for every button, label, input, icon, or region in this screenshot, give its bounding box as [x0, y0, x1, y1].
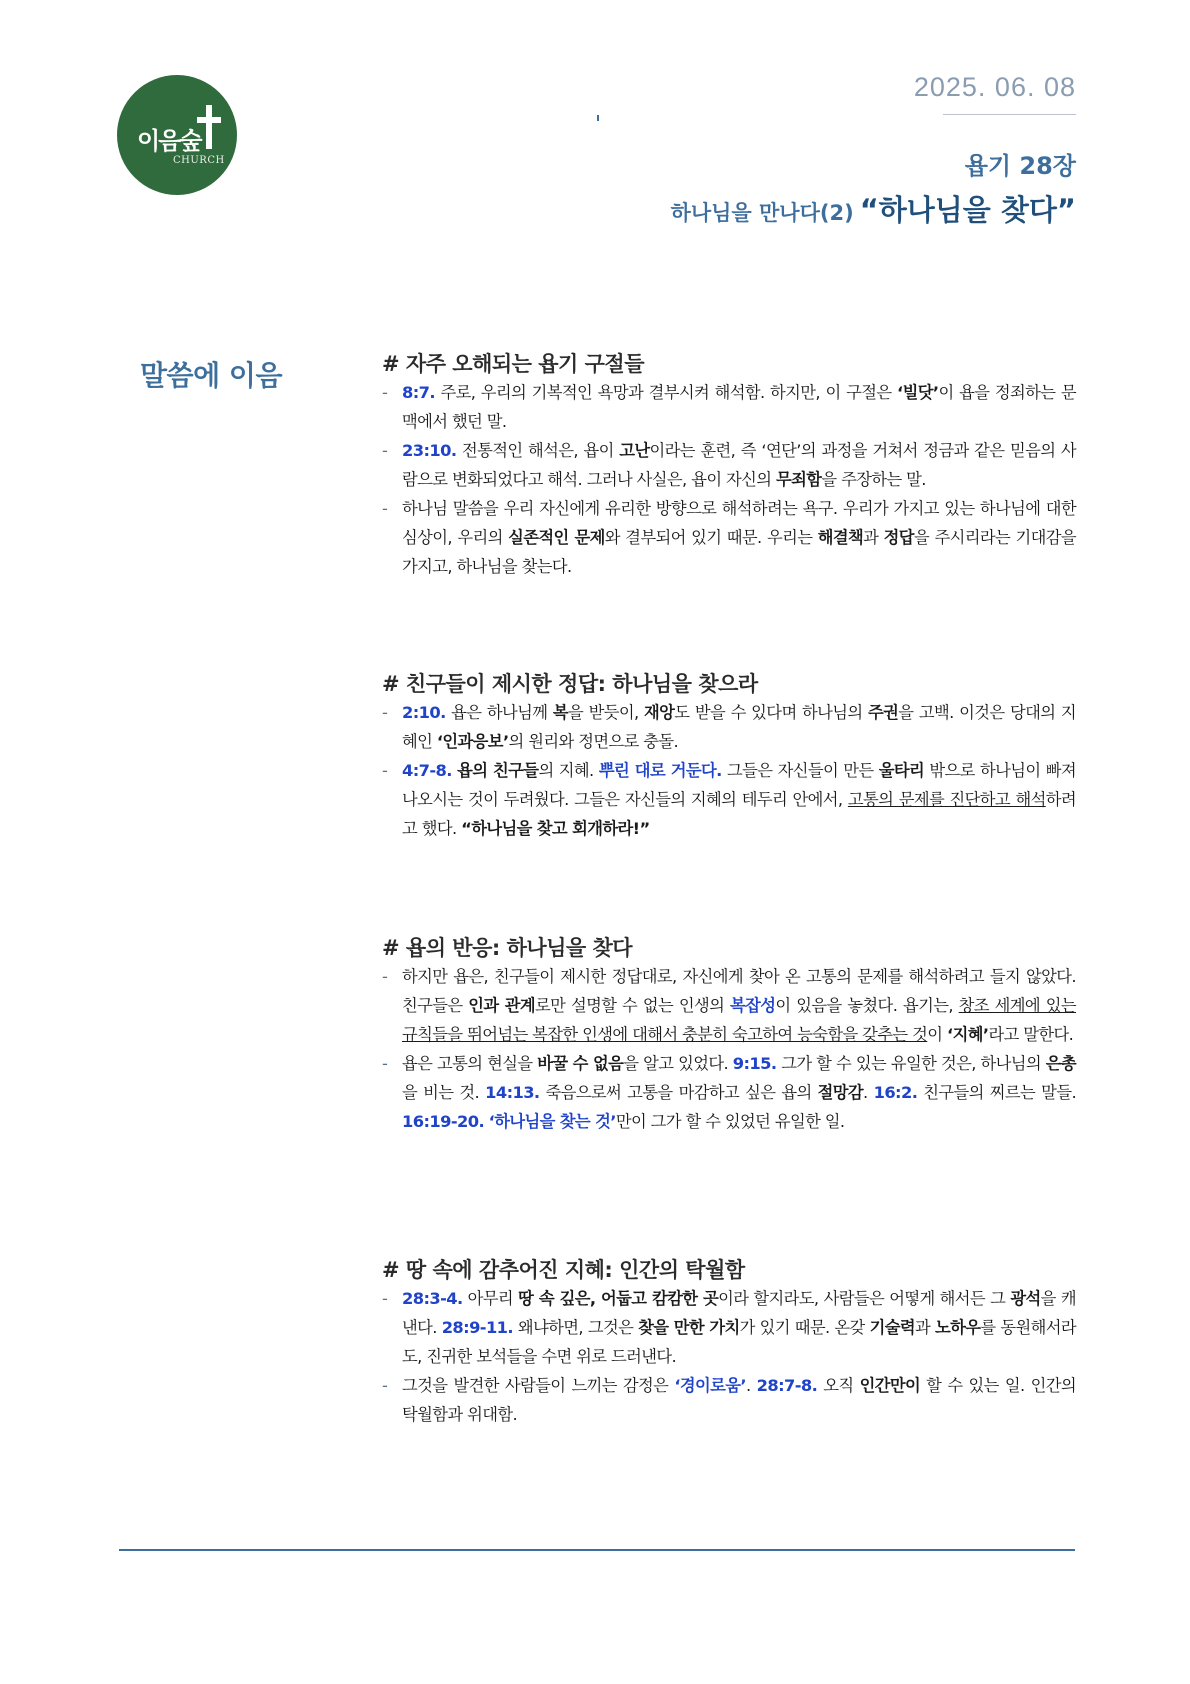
cross-icon	[197, 105, 221, 149]
scripture-chapter: 욥기 28장	[964, 152, 1076, 180]
sermon-title	[671, 188, 1076, 229]
list-item: - 하지만 욥은, 친구들이 제시한 정답대로, 자신에게 찾아 온 고통의 문제를 해석하려고 들지 않았다. 친구들은 인과 관계로만 설명할 수 없는 인생의 복잡성이 있음을 놓쳤다. 욥기는, 창조 세계에 있는 규칙들을 뛰어넘는 복잡한 인생에 대해서 충분히 숙고하여 능숙함을 갖추는 것이 ‘지혜’라고 말한다.	[382, 967, 1077, 1044]
notes-section	[382, 670, 1076, 843]
section-heading: # 자주 오해되는 욥기 구절들	[382, 352, 644, 376]
date-divider	[943, 114, 1076, 115]
sermon-series: 하나님을 만나다(2)	[670, 201, 854, 225]
section-heading: # 땅 속에 감추어진 지혜: 인간의 탁월함	[382, 1258, 745, 1282]
notes-section	[382, 934, 1076, 1136]
list-item: - 4:7-8. 욥의 친구들의 지혜. 뿌린 대로 거둔다. 그들은 자신들이 만든 울타리 밖으로 하나님이 빠져 나오시는 것이 두려웠다. 그들은 자신들의 지혜의 테두리 안에서, 고통의 문제를 진단하고 해석하려고 했다. “하나님을 찾고 회개하라!”	[382, 761, 1076, 838]
notes-section	[382, 350, 1076, 581]
church-logo	[117, 75, 237, 195]
list-item: - 2:10. 욥은 하나님께 복을 받듯이, 재앙도 받을 수 있다며 하나님의 주권을 고백. 이것은 당대의 지혜인 ‘인과응보’의 원리와 정면으로 충돌.	[382, 703, 1076, 751]
list-item: - 8:7. 주로, 우리의 기복적인 욕망과 결부시켜 해석함. 하지만, 이 구절은 ‘빌닷’이 욥을 정죄하는 문맥에서 했던 말.	[382, 383, 1076, 431]
decorative-mark	[597, 115, 599, 121]
list-item: - 욥은 고통의 현실을 바꿀 수 없음을 알고 있었다. 9:15. 그가 할 수 있는 유일한 것은, 하나님의 은총을 비는 것. 14:13. 죽음으로써 고통을 마감하고 싶은 욥의 절망감. 16:2. 친구들의 찌르는 말들. 16:19-20. ‘하나님을 찾는 것’만이 그가 할 수 있었던 유일한 일.	[382, 1054, 1077, 1131]
section-label: 말씀에 이음	[140, 359, 282, 392]
bulletin-date: 2025. 06. 08	[913, 72, 1076, 102]
footer-divider	[119, 1549, 1075, 1551]
sermon-headline: “하나님을 찾다”	[859, 193, 1076, 227]
section-heading: # 친구들이 제시한 정답: 하나님을 찾으라	[382, 672, 758, 696]
list-item: - 하나님 말씀을 우리 자신에게 유리한 방향으로 해석하려는 욕구. 우리가 가지고 있는 하나님에 대한 심상이, 우리의 실존적인 문제와 결부되어 있기 때문. 우리는 해결책과 정답을 주시리라는 기대감을 가지고, 하나님을 찾는다.	[382, 499, 1076, 576]
list-item: - 그것을 발견한 사람들이 느끼는 감정은 ‘경이로움’. 28:7-8. 오직 인간만이 할 수 있는 일. 인간의 탁월함과 위대함.	[382, 1376, 1076, 1424]
logo-text: 이음숲	[137, 127, 201, 155]
list-item: - 23:10. 전통적인 해석은, 욥이 고난이라는 훈련, 즉 ‘연단’의 과정을 거쳐서 정금과 같은 믿음의 사람으로 변화되었다고 해석. 그러나 사실은, 욥이 자신의 무죄함을 주장하는 말.	[382, 441, 1076, 489]
notes-section	[382, 1256, 1076, 1429]
list-item: - 28:3-4. 아무리 땅 속 깊은, 어둡고 캄캄한 곳이라 할지라도, 사람들은 어떻게 해서든 그 광석을 캐낸다. 28:9-11. 왜냐하면, 그것은 찾을 만한 가치가 있기 때문. 온갖 기술력과 노하우를 동원해서라도, 진귀한 보석들을 수면 위로 드러낸다.	[382, 1289, 1076, 1366]
logo-subtext: CHURCH	[173, 155, 225, 166]
section-heading: # 욥의 반응: 하나님을 찾다	[382, 936, 633, 960]
